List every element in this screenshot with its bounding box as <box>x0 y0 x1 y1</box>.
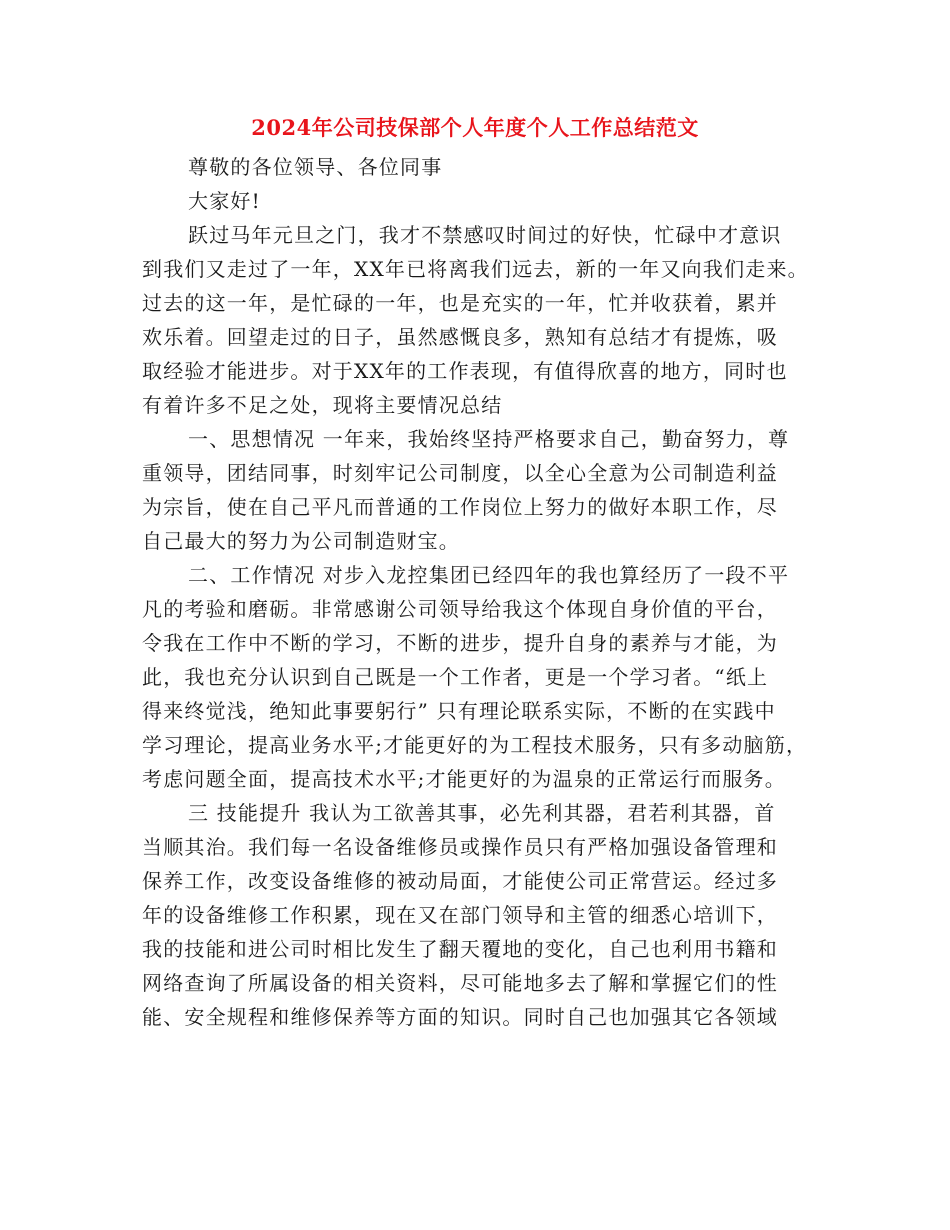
text-line: 到我们又走过了一年，XX年已将离我们远去，新的一年又向我们走来。 <box>142 257 809 281</box>
text-line: 我的技能和进公司时相比发生了翻天覆地的变化，自己也利用书籍和 <box>142 937 778 961</box>
text-line: 得来终觉浅，绝知此事要躬行” 只有理论联系实际，不断的在实践中 <box>142 699 776 723</box>
text-line: 年的设备维修工作积累，现在又在部门领导和主管的细悉心培训下， <box>142 903 778 927</box>
text-line: 大家好! <box>188 189 261 213</box>
text-line: 尊敬的各位领导、各位同事 <box>188 155 443 179</box>
text-line: 令我在工作中不断的学习，不断的进步，提升自身的素养与才能，为 <box>142 631 778 655</box>
text-line: 跃过马年元旦之门，我才不禁感叹时间过的好快，忙碌中才意识 <box>188 223 782 247</box>
text-line: 重领导，团结同事，时刻牢记公司制度，以全心全意为公司制造利益 <box>142 461 778 485</box>
document-title: 2024年公司技保部个人年度个人工作总结范文 <box>251 115 699 140</box>
text-line: 三 技能提升 我认为工欲善其事，必先利其器，君若利其器，首 <box>188 801 776 825</box>
text-line: 有着许多不足之处，现将主要情况总结 <box>142 393 503 417</box>
text-line: 网络查询了所属设备的相关资料，尽可能地多去了解和掌握它们的性 <box>142 971 778 995</box>
document-body <box>142 150 807 1034</box>
text-line: 取经验才能进步。对于XX年的工作表现，有值得欣喜的地方，同时也 <box>142 359 788 383</box>
text-line: 当顺其治。我们每一名设备维修员或操作员只有严格加强设备管理和 <box>142 835 778 859</box>
text-line: 凡的考验和磨砺。非常感谢公司领导给我这个体现自身价值的平台， <box>142 597 778 621</box>
text-line: 二、工作情况 对步入龙控集团已经四年的我也算经历了一段不平 <box>188 563 790 587</box>
text-line: 此，我也充分认识到自己既是一个工作者，更是一个学习者。“纸上 <box>142 665 769 689</box>
text-line: 学习理论，提高业务水平;才能更好的为工程技术服务，只有多动脑筋， <box>142 733 808 757</box>
text-line: 为宗旨，使在自己平凡而普通的工作岗位上努力的做好本职工作，尽 <box>142 495 778 519</box>
text-line: 自己最大的努力为公司制造财宝。 <box>142 529 460 553</box>
text-line: 能、安全规程和维修保养等方面的知识。同时自己也加强其它各领域 <box>142 1005 778 1029</box>
text-line: 考虑问题全面，提高技术水平;才能更好的为温泉的正常运行而服务。 <box>142 767 786 791</box>
text-line: 一、思想情况 一年来，我始终坚持严格要求自己，勤奋努力，尊 <box>188 427 790 451</box>
text-line: 欢乐着。回望走过的日子，虽然感慨良多，熟知有总结才有提炼，吸 <box>142 325 778 349</box>
text-line: 过去的这一年，是忙碌的一年，也是充实的一年，忙并收获着，累并 <box>142 291 778 315</box>
text-line: 保养工作，改变设备维修的被动局面，才能使公司正常营运。经过多 <box>142 869 778 893</box>
